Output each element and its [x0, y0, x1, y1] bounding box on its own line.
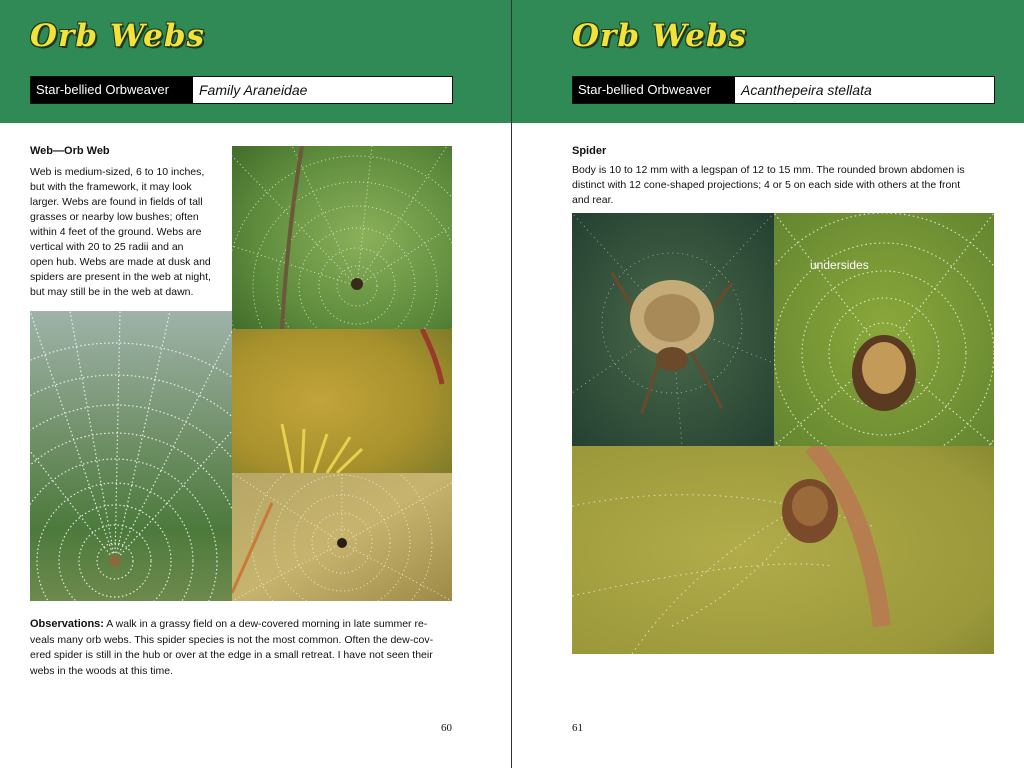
text-line: vertical with 20 to 25 radii and an — [30, 241, 184, 253]
species-name-bar — [30, 76, 453, 104]
text-line: but may still be in the web at dawn. — [30, 286, 194, 298]
text-line: but with the framework, it may look — [30, 181, 192, 193]
chapter-title: Orb Webs — [30, 18, 205, 54]
observations-label: Observations: — [30, 618, 104, 630]
text-line: Web is medium-sized, 6 to 10 inches, — [30, 166, 205, 178]
text-line: spiders are present in the web at night, — [30, 271, 211, 283]
spider-description — [572, 163, 994, 208]
text-line: grasses or nearby low bushes; often — [30, 211, 199, 223]
right-page — [512, 0, 1024, 768]
text-line: and rear. — [572, 194, 614, 206]
web-description — [30, 165, 230, 300]
page-number: 60 — [441, 722, 452, 734]
photo-caption: undersides — [810, 258, 869, 272]
common-name: Star-bellied Orbweaver — [31, 77, 193, 103]
chapter-banner — [0, 0, 512, 123]
text-line: open hub. Webs are made at dusk and — [30, 256, 211, 268]
text-line: veals many orb webs. This spider species is not the most common. Often the dew-cov- — [30, 633, 434, 646]
page-number: 61 — [572, 722, 583, 734]
web-photo-large — [30, 311, 232, 601]
spider-underside-photo — [774, 213, 994, 446]
spider-photo-bottom — [572, 446, 994, 654]
chapter-banner — [512, 0, 1024, 123]
chapter-title: Orb Webs — [572, 18, 747, 54]
text-line: webs in the woods at this time. — [30, 664, 173, 677]
observations-paragraph — [30, 617, 452, 679]
text-line: larger. Webs are found in fields of tall — [30, 196, 203, 208]
common-name: Star-bellied Orbweaver — [573, 77, 735, 103]
text-line: distinct with 12 cone-shaped projections; 4 or 5 on each side with others at the front — [572, 179, 961, 191]
scientific-name: Acanthepeira stellata — [741, 82, 872, 98]
spider-photo-top — [572, 213, 774, 446]
grass-photo — [232, 329, 452, 473]
text-line: Body is 10 to 12 mm with a legspan of 12 to 15 mm. The rounded brown abdomen is — [572, 164, 965, 176]
species-name-bar — [572, 76, 995, 104]
scientific-name: Family Araneidae — [199, 82, 308, 98]
section-heading: Spider — [572, 145, 607, 157]
web-photo-top — [232, 146, 452, 329]
web-photo-bottom — [232, 473, 452, 601]
text-line: ered spider is still in the hub or over at the edge in a small retreat. I have not seen their — [30, 649, 433, 661]
text-line: within 4 feet of the ground. Webs are — [30, 226, 202, 238]
text-line: A walk in a grassy field on a dew-covered morning in late summer re- — [103, 618, 428, 630]
section-heading: Web—Orb Web — [30, 145, 110, 157]
